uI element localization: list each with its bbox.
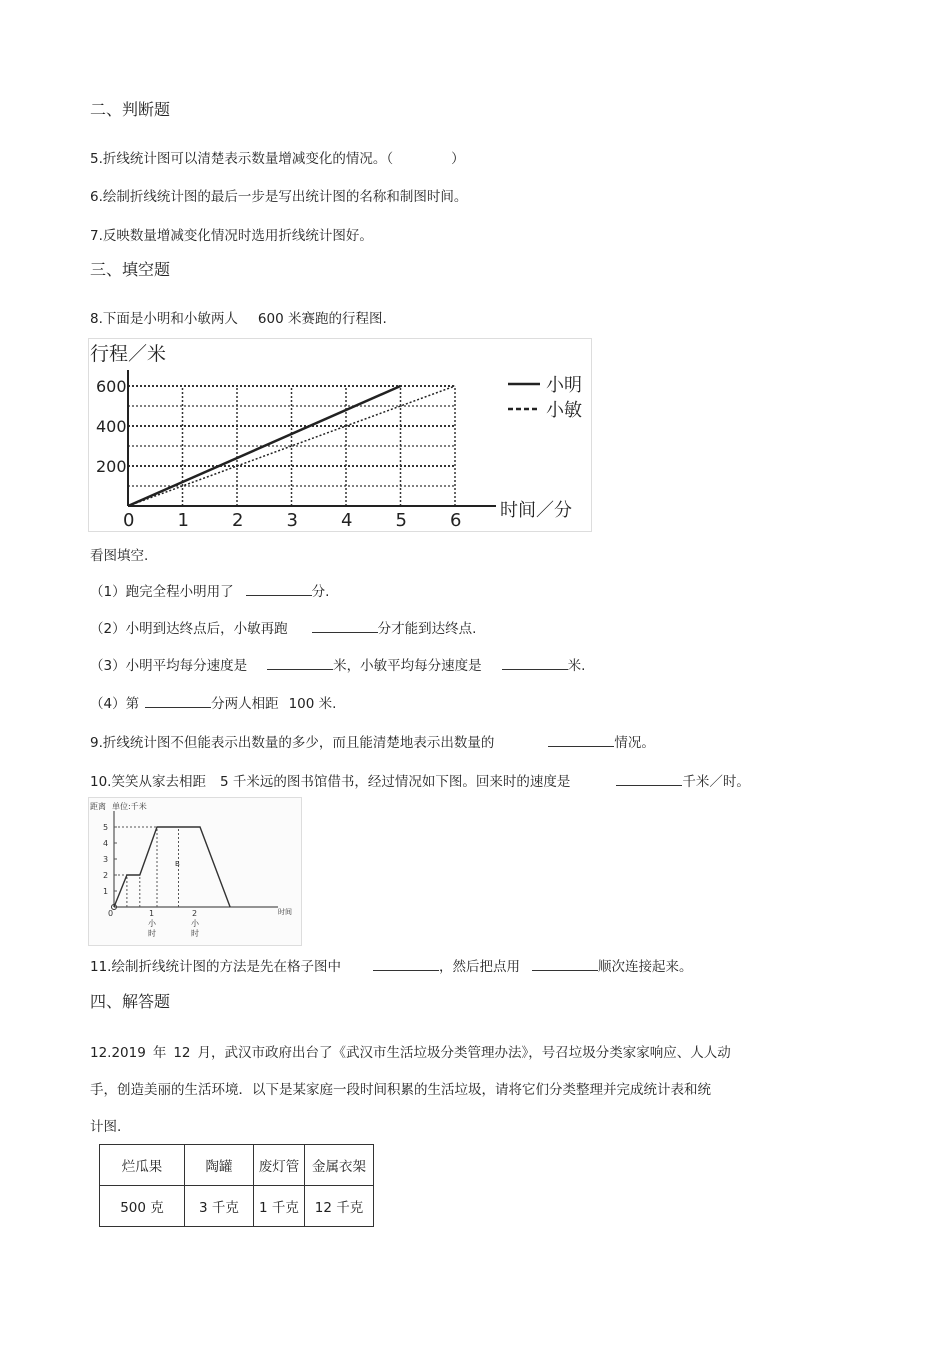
y-tick-label: 400: [96, 417, 127, 436]
distance-chart-point-b: B: [175, 860, 180, 868]
question-8-2: [90, 620, 476, 638]
y-tick-label: 3: [103, 855, 109, 864]
question-10-text-a: 10.笑笑从家去相距: [90, 774, 206, 790]
table-row: [100, 1186, 374, 1227]
question-9-text-b: 情况。: [614, 735, 655, 751]
question-10-text-c: 千米／时。: [682, 774, 750, 790]
question-12-line-2: 手，创造美丽的生活环境．以下是某家庭一段时间积累的生活垃圾，请将它们分类整理并完成统计表和统: [90, 1082, 711, 1098]
table-cell: 1 千克: [254, 1186, 305, 1227]
question-11-text-c: 顺次连接起来。: [597, 959, 693, 975]
distance-chart-x1-unit-b: 时: [148, 929, 156, 938]
answer-blank[interactable]: [532, 958, 598, 971]
y-tick-label: 2: [103, 871, 109, 880]
question-8-3-text-b: 米，小敏平均每分速度是: [333, 658, 482, 674]
race-chart: [88, 338, 593, 533]
question-9-text-a: 9.折线统计图不但能表示出数量的多少，而且能清楚地表示出数量的: [90, 735, 495, 751]
question-8-4-text-c: 100 米.: [288, 696, 337, 712]
answer-blank[interactable]: [312, 620, 378, 633]
distance-chart-ylabel: 距离: [90, 802, 106, 811]
question-7: 7.反映数量增减变化情况时选用折线统计图好。: [90, 228, 373, 244]
race-chart-ylabel: 行程／米: [90, 343, 167, 365]
legend-ming-label: 小明: [546, 375, 582, 396]
table-cell: 500 克: [100, 1186, 185, 1227]
garbage-table: [99, 1144, 374, 1227]
question-12-year-unit: 年: [152, 1045, 167, 1061]
section-2-title: 二、判断题: [90, 100, 171, 119]
x-tick-label: 5: [395, 510, 407, 531]
distance-chart-x2-unit-a: 小: [191, 919, 199, 928]
distance-chart-unit: 单位:千米: [112, 802, 147, 811]
x-tick-label: 6: [450, 510, 462, 531]
distance-chart-x2: 2: [192, 909, 198, 918]
question-12-line-1: [90, 1044, 731, 1062]
table-header-row: [100, 1145, 374, 1186]
question-6: 6.绘制折线统计图的最后一步是写出统计图的名称和制图时间。: [90, 189, 468, 205]
question-8-4-text-a: （4）第: [90, 696, 140, 712]
y-tick-label: 4: [103, 839, 109, 848]
answer-blank[interactable]: [145, 695, 211, 708]
question-8: [90, 310, 387, 328]
question-5: [90, 150, 465, 168]
question-8-2-text-b: 分才能到达终点.: [377, 621, 477, 637]
answer-blank[interactable]: [373, 958, 439, 971]
table-header-cell: 废灯管: [254, 1145, 305, 1186]
table-cell: 12 千克: [305, 1186, 374, 1227]
question-5-close: ）: [451, 151, 465, 167]
question-10-text-b: 5 千米远的图书馆借书，经过情况如下图。回来时的速度是: [219, 774, 571, 790]
distance-chart-origin: 0: [108, 909, 114, 918]
question-12-year: 12.2019: [90, 1045, 146, 1061]
answer-blank[interactable]: [267, 657, 333, 670]
distance-chart-x1: 1: [149, 909, 155, 918]
y-tick-label: 600: [96, 377, 127, 396]
answer-blank[interactable]: [548, 734, 614, 747]
question-8-intro: 看图填空.: [90, 548, 149, 564]
question-8-2-text-a: （2）小明到达终点后，小敏再跑: [90, 621, 288, 637]
y-tick-label: 200: [96, 457, 127, 476]
x-tick-label: 2: [232, 510, 244, 531]
distance-chart-x1-unit-a: 小: [148, 919, 156, 928]
question-8-text-b: 600 米赛跑的行程图.: [257, 311, 387, 327]
race-chart-xlabel: 时间／分: [500, 500, 572, 521]
question-8-3-text-c: 米.: [567, 658, 586, 674]
legend-min-label: 小敏: [546, 400, 582, 421]
answer-blank[interactable]: [616, 773, 682, 786]
question-10: [90, 773, 750, 791]
question-9: [90, 734, 655, 752]
table-header-cell: 陶罐: [185, 1145, 254, 1186]
section-4-title: 四、解答题: [90, 992, 171, 1011]
answer-blank[interactable]: [246, 583, 312, 596]
question-12-text: 月，武汉市政府出台了《武汉市生活垃圾分类管理办法》，号召垃圾分类家家响应、人人动: [197, 1045, 731, 1061]
distance-chart-x2-unit-b: 时: [191, 929, 199, 938]
x-tick-label: 3: [286, 510, 298, 531]
question-8-text-a: 8.下面是小明和小敏两人: [90, 311, 238, 327]
answer-blank[interactable]: [502, 657, 568, 670]
question-8-4-text-b: 分两人相距: [211, 696, 279, 712]
distance-chart-xlabel: 时间: [278, 908, 292, 916]
question-8-1: [90, 583, 329, 601]
question-8-3: [90, 657, 585, 675]
table-cell: 3 千克: [185, 1186, 254, 1227]
table-header-cell: 金属衣架: [305, 1145, 374, 1186]
x-tick-label: 0: [123, 510, 135, 531]
question-11: [90, 958, 692, 976]
section-3-title: 三、填空题: [90, 260, 171, 279]
distance-chart: [88, 797, 303, 947]
question-11-text-a: 11.绘制折线统计图的方法是先在格子图中: [90, 959, 341, 975]
x-tick-label: 1: [177, 510, 189, 531]
question-11-text-b: ，然后把点用: [438, 959, 520, 975]
question-5-text: 5.折线统计图可以清楚表示数量增减变化的情况。（: [90, 151, 394, 167]
question-8-3-text-a: （3）小明平均每分速度是: [90, 658, 248, 674]
question-8-4: [90, 695, 336, 713]
question-12-month: 12: [173, 1045, 191, 1061]
y-tick-label: 5: [103, 823, 109, 832]
question-8-1-text-b: 分.: [311, 584, 330, 600]
y-tick-label: 1: [103, 887, 109, 896]
question-8-1-text-a: （1）跑完全程小明用了: [90, 584, 234, 600]
x-tick-label: 4: [341, 510, 353, 531]
table-header-cell: 烂瓜果: [100, 1145, 185, 1186]
question-12-line-3: 计图.: [90, 1119, 122, 1135]
